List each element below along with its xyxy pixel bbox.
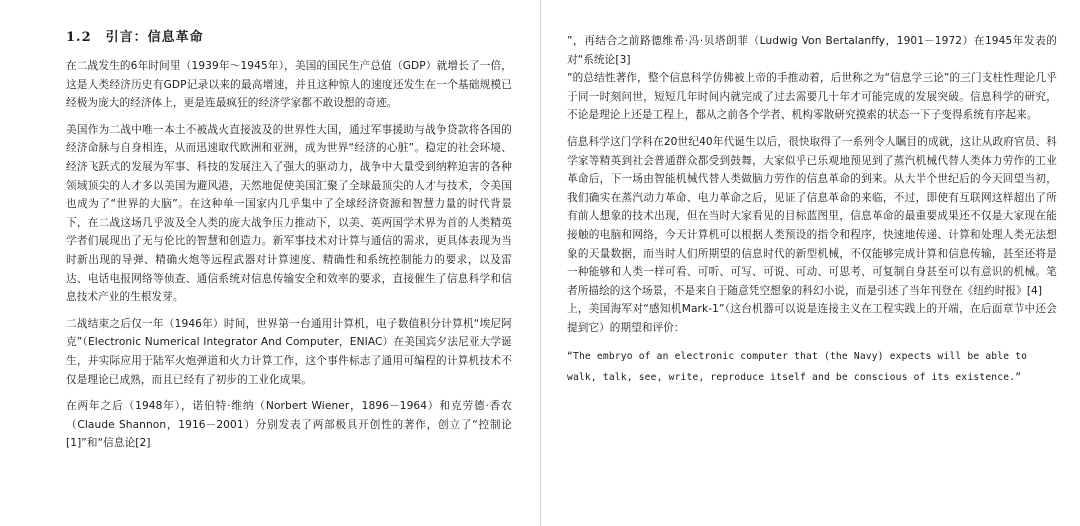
paragraph-gdp-growth: 在二战发生的6年时间里（1939年～1945年），美国的国民生产总值（GDP）就增长了一倍，这是人类经济历史有GDP记录以来的最高增速，并且这种惊人的速度还发生在一个基础规模已经极为庞大的经济体上，更是连最疯狂的经济学家都不敢设想的奇迹。 [66, 60, 512, 110]
right-column [567, 32, 1057, 388]
paragraph-three-theories: ”的总结性著作，整个信息科学仿佛被上帝的手推动着，后世称之为“信息学三论”的三门支柱性理论几乎于同一时刻问世，短短几年时间内就完成了过去需要几十年才可能完成的发展突破。信息科学的研究，不论是理论上还是工程上，都从之前各个学者、机构零散研究摸索的状态一下子变得系统有序起来。 [567, 72, 1057, 122]
section-heading [66, 28, 512, 48]
paragraph-systems-theory: ”，再结合之前路德维希·冯·贝塔朗菲（Ludwig Von Bertalanffy，1901－1972）在1945年发表的对“系统论[3] [567, 35, 1057, 66]
paragraph-perceptron-intro: 上，美国海军对“感知机Mark-1”（这台机器可以说是连接主义在工程实践上的开端，在后面章节中还会提到它）的期望和评价： [567, 303, 1057, 334]
nyt-quote: “The embryo of an electronic computer that (the Navy) expects will be able to walk, talk, see, write, reproduce itself and be conscious of its existence.” [567, 350, 1028, 383]
paragraph-us-world-brain: 美国作为二战中唯一本土不被战火直接波及的世界性大国，通过军事援助与战争贷款将各国的经济命脉与自身相连，从而迅速取代欧洲和亚洲，成为世界“经济的心脏”。稳定的社会环境、经济飞跃式的发展为军事、科技的发展注入了强大的驱动力，战争中大量受到纳粹迫害的各种领域顶尖的人才多以美国为避风港，天然地促使美国汇聚了全球最顶尖的人才与技术，令美国也成为了“世界的大脑”。在这种单一国家内几乎集中了全球经济资源和智慧力量的时代背景下，在二战这场几乎波及全人类的庞大战争压力推动下，以美、英两国学术界为首的人类精英学者们展现出了无与伦比的智慧和创造力。新军事技术对计算与通信的需求，更具体表现为当时新出现的导弹、精确火炮等远程武器对计算速度、精确性和系统控制能力的要求，以及雷达、电话电报网络等侦查、通信系统对信息传输安全和效率的要求，直接催生了信息科学和信息技术产业的生根发芽。 [66, 123, 512, 304]
paragraph-wiener-shannon: 在两年之后（1948年），诺伯特·维纳（Norbert Wiener，1896－1964）和克劳德·香农（Claude Shannon，1916－2001）分别发表了两部极具开创性的著作，创立了“控制论[1]”和“信息论[2] [66, 400, 512, 450]
right-page [541, 0, 1080, 526]
left-column [66, 28, 512, 453]
paragraph-information-revolution: 信息科学这门学科在20世纪40年代诞生以后，很快取得了一系列令人瞩目的成就，这让从政府官员、科学家等精英到社会普通群众都受到鼓舞，大家似乎已乐观地预见到了蒸汽机械代替人类体力劳作的工业革命后，下一场由智能机械代替人类做脑力劳作的信息革命的到来。从大半个世纪后的今天回望当初，我们确实在蒸汽动力革命、电力革命之后，见证了信息革命的来临，不过，即使有互联网这样超出了所有前人想象的技术出现，但在当时大家看见的目标蓝图里，信息革命的最重要成果还不仅是大家现在能接触的电脑和网络，今天计算机可以根据人类预设的指令和程序，快速地传递、计算和处理人类无法想象的天量数据，而当时人们所期望的信息时代的新型机械，不仅能够完成计算和信息传输，甚至还将是一种能够和人类一样可看、可听、可写、可说、可动、可思考、可复制自身甚至可以有意识的机械。笔者所描绘的这个场景，不是来自于随意凭空想象的科幻小说，而是引述了当年刊登在《纽约时报》[4] [567, 135, 1057, 297]
section-title: 引言：信息革命 [105, 30, 204, 45]
paragraph-eniac: 二战结束之后仅一年（1946年）时间，世界第一台通用计算机，电子数值积分计算机“埃尼阿克”（Electronic Numerical Integrator And Computer，ENIAC）在美国宾夕法尼亚大学诞生，并实际应用于陆军火炮弹道和火力计算工作，这个事件标志了通用可编程的计算机技术不仅是理论已成熟，而且已经有了初步的工业化成果。 [66, 317, 512, 386]
section-number: 1.2 [66, 30, 92, 45]
